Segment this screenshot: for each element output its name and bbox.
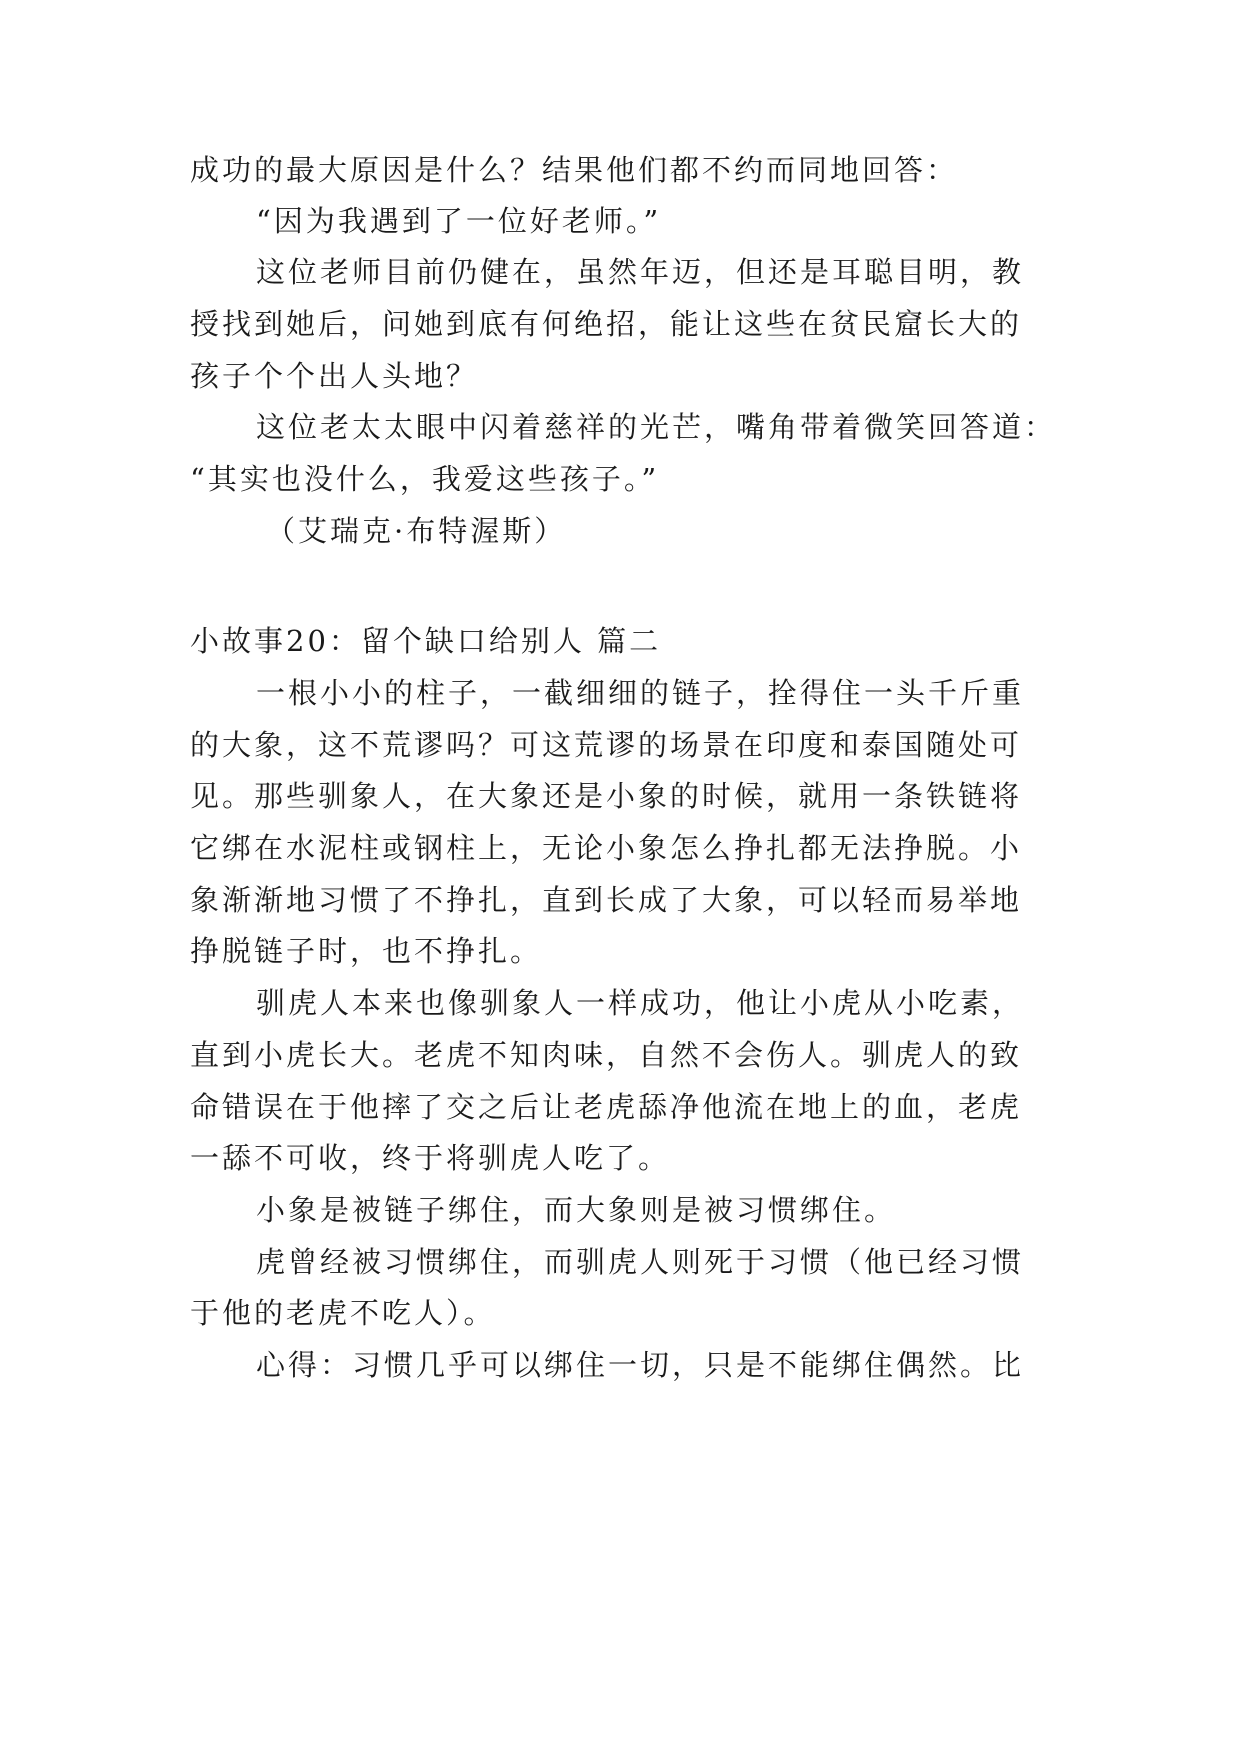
text-line: 心得：习惯几乎可以绑住一切，只是不能绑住偶然。比 bbox=[256, 1348, 1025, 1382]
text-line: 命错误在于他摔了交之后让老虎舔净他流在地上的血，老虎 bbox=[190, 1090, 1023, 1124]
text-line: 小象是被链子绑住，而大象则是被习惯绑住。 bbox=[256, 1193, 897, 1227]
text-line: “因为我遇到了一位好老师。” bbox=[256, 204, 662, 238]
text-line: “其实也没什么，我爱这些孩子。” bbox=[190, 462, 660, 496]
text-line: 见。那些驯象人，在大象还是小象的时候，就用一条铁链将 bbox=[190, 779, 1023, 813]
text-line: 一舔不可收，终于将驯虎人吃了。 bbox=[190, 1141, 671, 1175]
text-line: 一根小小的柱子，一截细细的链子，拴得住一头千斤重 bbox=[256, 676, 1025, 710]
text-line: 驯虎人本来也像驯象人一样成功，他让小虎从小吃素， bbox=[256, 986, 1025, 1020]
text-line: 它绑在水泥柱或钢柱上，无论小象怎么挣扎都无法挣脱。小 bbox=[190, 831, 1023, 865]
text-line: 这位老太太眼中闪着慈祥的光芒，嘴角带着微笑回答道： bbox=[256, 410, 1057, 444]
text-line: 虎曾经被习惯绑住，而驯虎人则死于习惯（他已经习惯 bbox=[256, 1245, 1025, 1279]
text-line: 挣脱链子时，也不挣扎。 bbox=[190, 934, 543, 968]
text-line: 直到小虎长大。老虎不知肉味，自然不会伤人。驯虎人的致 bbox=[190, 1038, 1023, 1072]
author-attribution: （艾瑞克·布特渥斯） bbox=[266, 514, 567, 548]
text-line: 孩子个个出人头地？ bbox=[190, 359, 479, 393]
text-line: 这位老师目前仍健在，虽然年迈，但还是耳聪目明，教 bbox=[256, 255, 1025, 289]
text-line: 象渐渐地习惯了不挣扎，直到长成了大象，可以轻而易举地 bbox=[190, 883, 1023, 917]
text-line: 成功的最大原因是什么？结果他们都不约而同地回答： bbox=[190, 153, 959, 187]
text-line: 的大象，这不荒谬吗？可这荒谬的场景在印度和泰国随处可 bbox=[190, 728, 1023, 762]
story-heading: 小故事20：留个缺口给别人 篇二 bbox=[190, 624, 662, 658]
text-line: 于他的老虎不吃人）。 bbox=[190, 1296, 496, 1330]
text-line: 授找到她后，问她到底有何绝招，能让这些在贫民窟长大的 bbox=[190, 307, 1023, 341]
